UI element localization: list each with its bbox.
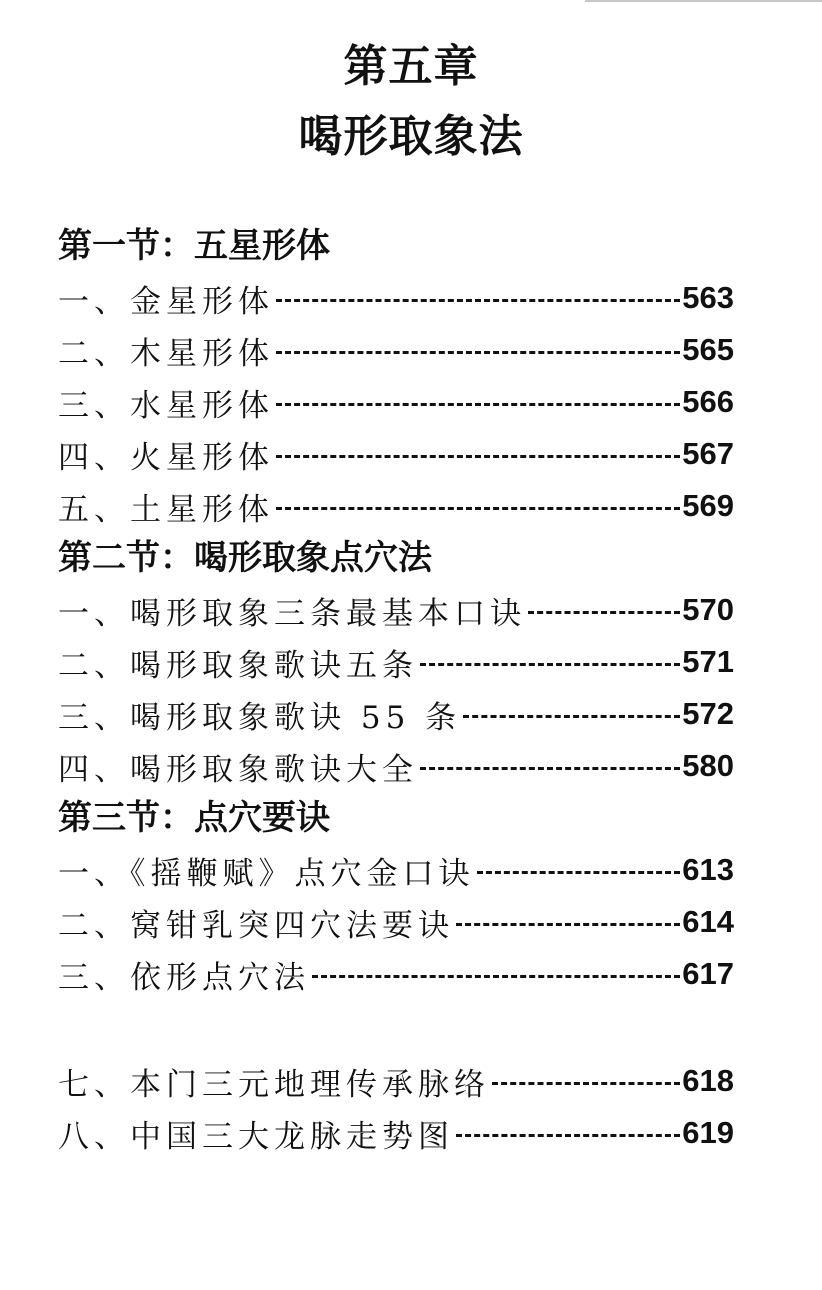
entry-label: 四、火星形体 bbox=[58, 439, 274, 476]
toc-entry bbox=[58, 1107, 734, 1159]
table-of-contents bbox=[58, 220, 734, 1159]
toc-entry bbox=[58, 844, 734, 896]
entry-label: 一、喝形取象三条最基本口诀 bbox=[58, 595, 526, 632]
page-number: 580 bbox=[682, 748, 734, 783]
entry-label: 四、喝形取象歌诀大全 bbox=[58, 751, 418, 788]
entry-label: 三、喝形取象歌诀 55 条 bbox=[58, 699, 462, 736]
dot-leader bbox=[276, 299, 680, 302]
chapter-title: 第五章 bbox=[343, 41, 479, 92]
page-number: 618 bbox=[682, 1063, 734, 1098]
toc-entry bbox=[58, 948, 734, 1000]
toc-entry bbox=[58, 740, 734, 792]
entry-label: 七、本门三元地理传承脉络 bbox=[58, 1066, 490, 1103]
entry-label: 八、中国三大龙脉走势图 bbox=[58, 1118, 454, 1155]
spacer bbox=[58, 1000, 734, 1055]
page-number: 563 bbox=[682, 280, 734, 315]
dot-leader bbox=[456, 923, 680, 926]
entry-label: 二、喝形取象歌诀五条 bbox=[58, 647, 418, 684]
page-number: 565 bbox=[682, 332, 734, 367]
toc-entry bbox=[58, 584, 734, 636]
dot-leader bbox=[477, 871, 681, 874]
dot-leader bbox=[492, 1082, 680, 1085]
toc-entry bbox=[58, 896, 734, 948]
entry-label: 五、土星形体 bbox=[58, 491, 274, 528]
page-number: 614 bbox=[682, 904, 734, 939]
entry-label: 二、木星形体 bbox=[58, 335, 274, 372]
top-edge-line bbox=[585, 0, 822, 2]
page-number: 567 bbox=[682, 436, 734, 471]
page-number: 613 bbox=[682, 852, 734, 887]
toc-entry bbox=[58, 1055, 734, 1107]
toc-entry bbox=[58, 480, 734, 532]
toc-entry bbox=[58, 428, 734, 480]
toc-entry bbox=[58, 688, 734, 740]
toc-entry bbox=[58, 324, 734, 376]
section-2-heading: 第二节：喝形取象点穴法 bbox=[58, 538, 432, 578]
page-number: 617 bbox=[682, 956, 734, 991]
dot-leader bbox=[312, 975, 680, 978]
dot-leader bbox=[276, 507, 680, 510]
page-number: 572 bbox=[682, 696, 734, 731]
entry-label: 二、窝钳乳突四穴法要诀 bbox=[58, 907, 454, 944]
toc-entry bbox=[58, 272, 734, 324]
dot-leader bbox=[463, 715, 680, 718]
page-number: 571 bbox=[682, 644, 734, 679]
dot-leader bbox=[276, 403, 680, 406]
dot-leader bbox=[420, 663, 680, 666]
chapter-subtitle: 喝形取象法 bbox=[298, 111, 524, 162]
page-number: 570 bbox=[682, 592, 734, 627]
dot-leader bbox=[276, 351, 680, 354]
toc-entry bbox=[58, 376, 734, 428]
entry-label: 一、金星形体 bbox=[58, 283, 274, 320]
dot-leader bbox=[420, 767, 680, 770]
page-number: 566 bbox=[682, 384, 734, 419]
dot-leader bbox=[276, 455, 680, 458]
entry-label: 一、《摇鞭赋》点穴金口诀 bbox=[58, 855, 475, 892]
entry-label: 三、依形点穴法 bbox=[58, 959, 310, 996]
page-number: 619 bbox=[682, 1115, 734, 1150]
page-number: 569 bbox=[682, 488, 734, 523]
dot-leader bbox=[456, 1134, 680, 1137]
entry-label: 三、水星形体 bbox=[58, 387, 274, 424]
dot-leader bbox=[528, 611, 680, 614]
section-1-heading: 第一节：五星形体 bbox=[58, 226, 330, 266]
section-3-heading: 第三节：点穴要诀 bbox=[58, 798, 330, 838]
toc-entry bbox=[58, 636, 734, 688]
